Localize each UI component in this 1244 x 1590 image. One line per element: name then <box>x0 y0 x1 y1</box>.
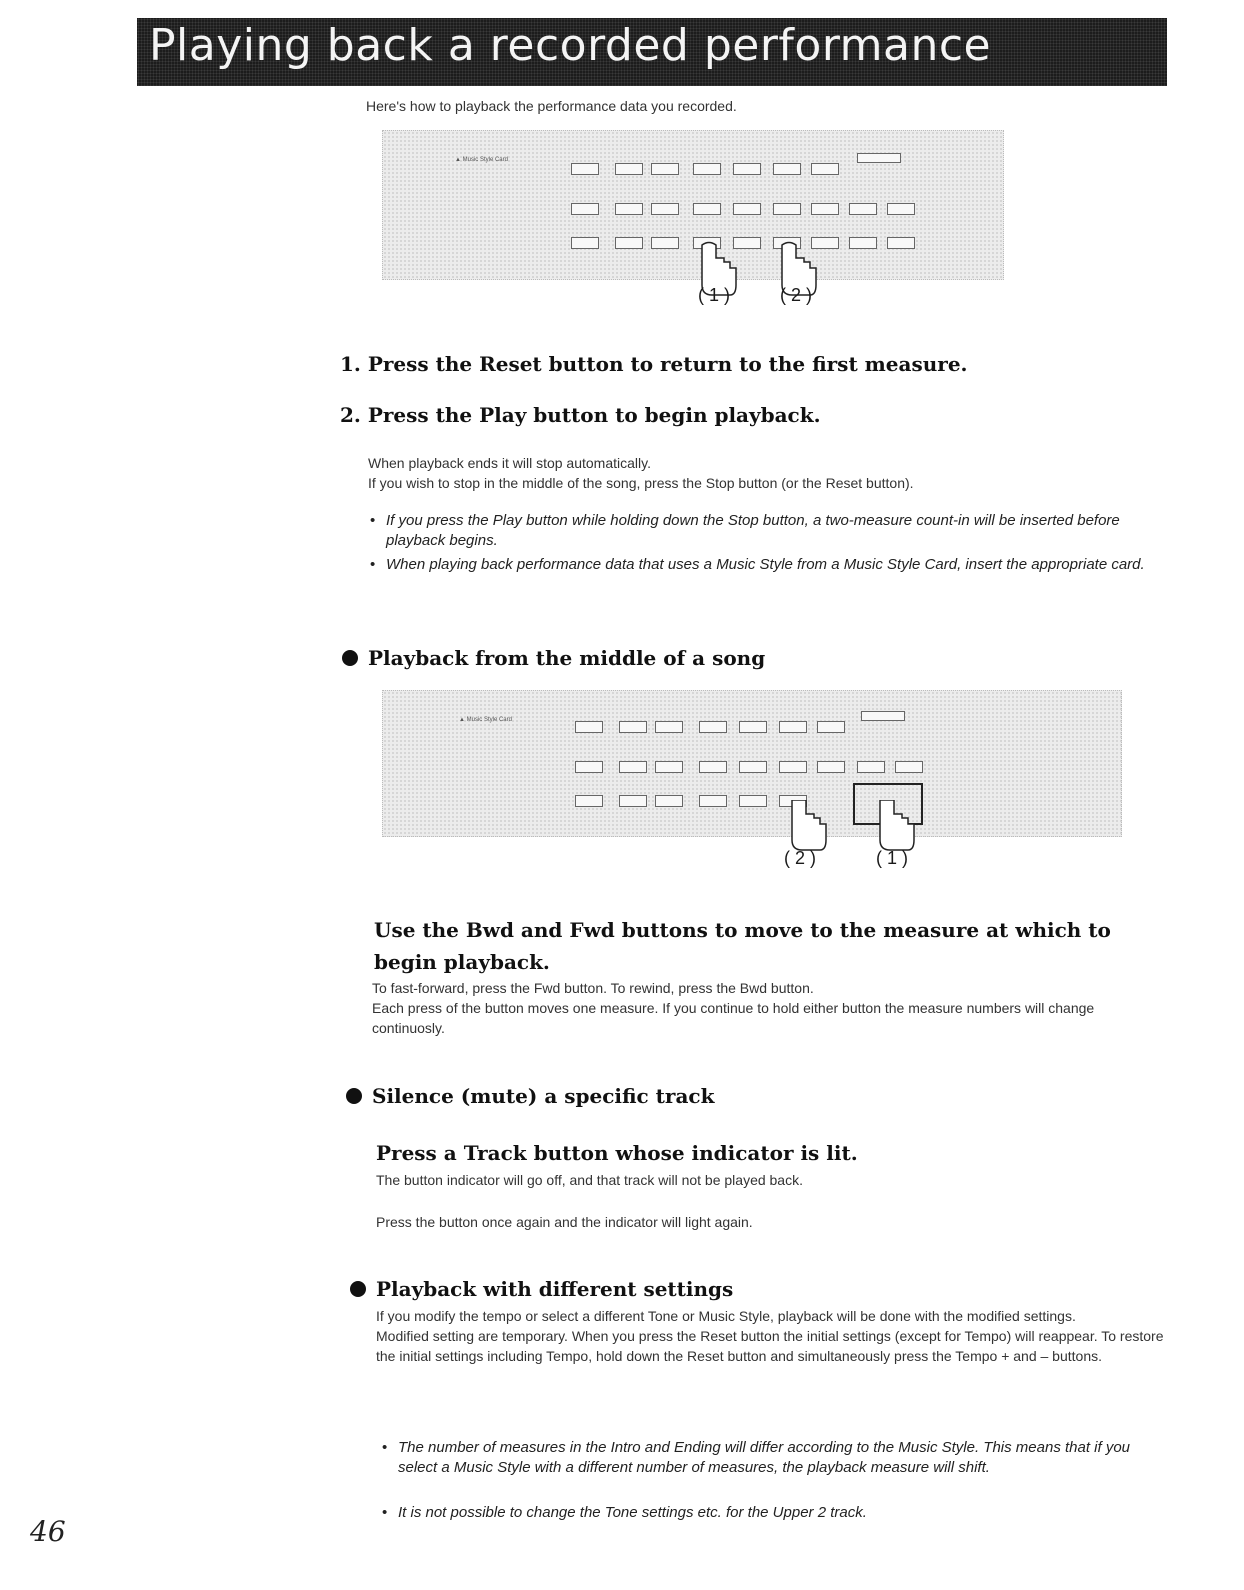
body-line: To fast-forward, press the Fwd button. To rewind, press the Bwd button. <box>372 980 814 996</box>
note-1: • If you press the Play button while holding down the Stop button, a two-measure count-in will be inserted before playback begins. <box>370 512 1120 549</box>
bullet-dot-icon <box>346 1088 362 1104</box>
step-2-heading: 2. Press the Play button to begin playback. <box>340 403 821 427</box>
middle-body <box>372 978 1162 1038</box>
bullet-dot-icon <box>342 650 358 666</box>
step-1-heading: 1. Press the Reset button to return to the first measure. <box>340 352 968 376</box>
settings-body <box>376 1306 1166 1366</box>
section-heading-text: Silence (mute) a specific track <box>372 1084 715 1108</box>
body-line: When playback ends it will stop automatically. <box>368 455 651 471</box>
note-text: When playing back performance data that uses a Music Style from a Music Style Card, insert the appropriate card. <box>386 556 1145 573</box>
middle-instruction: Use the Bwd and Fwd buttons to move to the measure at which to begin playback. <box>374 918 1111 974</box>
mute-body-2: Press the button once again and the indicator will light again. <box>376 1214 753 1230</box>
control-panel-illustration-1: ▲ Music Style Card <box>382 130 1004 280</box>
note-2: • When playing back performance data that uses a Music Style from a Music Style Card, insert the appropriate card. <box>370 556 1145 573</box>
body-paragraph: Modified setting are temporary. When you press the Reset button the initial settings (except for Tempo) will reappear. To restore the initial settings including Tempo, hold down the Reset button and simultaneously press the Tempo + and – buttons. <box>376 1328 1164 1364</box>
step-2-body <box>368 453 1188 493</box>
section-heading-mute <box>346 1084 1146 1108</box>
callout-number-1: 1 <box>887 848 898 868</box>
control-panel-illustration-2: ▲ Music Style Card <box>382 690 1122 837</box>
callout-number-2: 2 <box>795 848 806 868</box>
page-title: Playing back a recorded performance <box>149 20 992 71</box>
section-heading-text: Playback from the middle of a song <box>368 646 766 670</box>
callout-bracket-2b: ( 2 ) <box>784 848 817 868</box>
settings-note-1: • The number of measures in the Intro and Ending will differ according to the Music Style. This means that if you select a Music Style with a different number of measures, the playback measure will shift. <box>382 1439 1131 1476</box>
page-number: 46 <box>30 1515 66 1548</box>
callout-bracket-1: ( 1 ) <box>698 285 731 305</box>
body-line: Each press of the button moves one measure. If you continue to hold either button the measure numbers will change continuosly. <box>372 1000 1095 1036</box>
title-banner <box>137 18 1167 86</box>
callout-bracket-2: ( 2 ) <box>780 285 813 305</box>
note-text: It is not possible to change the Tone settings etc. for the Upper 2 track. <box>398 1504 867 1521</box>
section-heading-middle <box>342 646 1142 670</box>
note-text: If you press the Play button while holding down the Stop button, a two-measure count-in will be inserted before playback begins. <box>386 512 1120 549</box>
body-line: If you wish to stop in the middle of the song, press the Stop button (or the Reset button). <box>368 475 914 491</box>
mute-instruction: Press a Track button whose indicator is lit. <box>376 1141 858 1165</box>
callout-number-1: 1 <box>709 285 720 305</box>
bullet-dot-icon <box>350 1281 366 1297</box>
section-heading-text: Playback with different settings <box>376 1277 734 1301</box>
note-text: The number of measures in the Intro and Ending will differ according to the Music Style. This means that if you select a Music Style with a different number of measures, the playback measure will shift. <box>398 1439 1131 1476</box>
settings-note-2: • It is not possible to change the Tone settings etc. for the Upper 2 track. <box>382 1504 867 1521</box>
section-heading-settings <box>350 1277 1150 1301</box>
body-paragraph: If you modify the tempo or select a different Tone or Music Style, playback will be done with the modified settings. <box>376 1308 1076 1324</box>
mute-body-1: The button indicator will go off, and that track will not be played back. <box>376 1172 803 1188</box>
callout-bracket-1b: ( 1 ) <box>876 848 909 868</box>
intro-text: Here's how to playback the performance data you recorded. <box>366 98 737 114</box>
callout-number-2: 2 <box>791 285 802 305</box>
